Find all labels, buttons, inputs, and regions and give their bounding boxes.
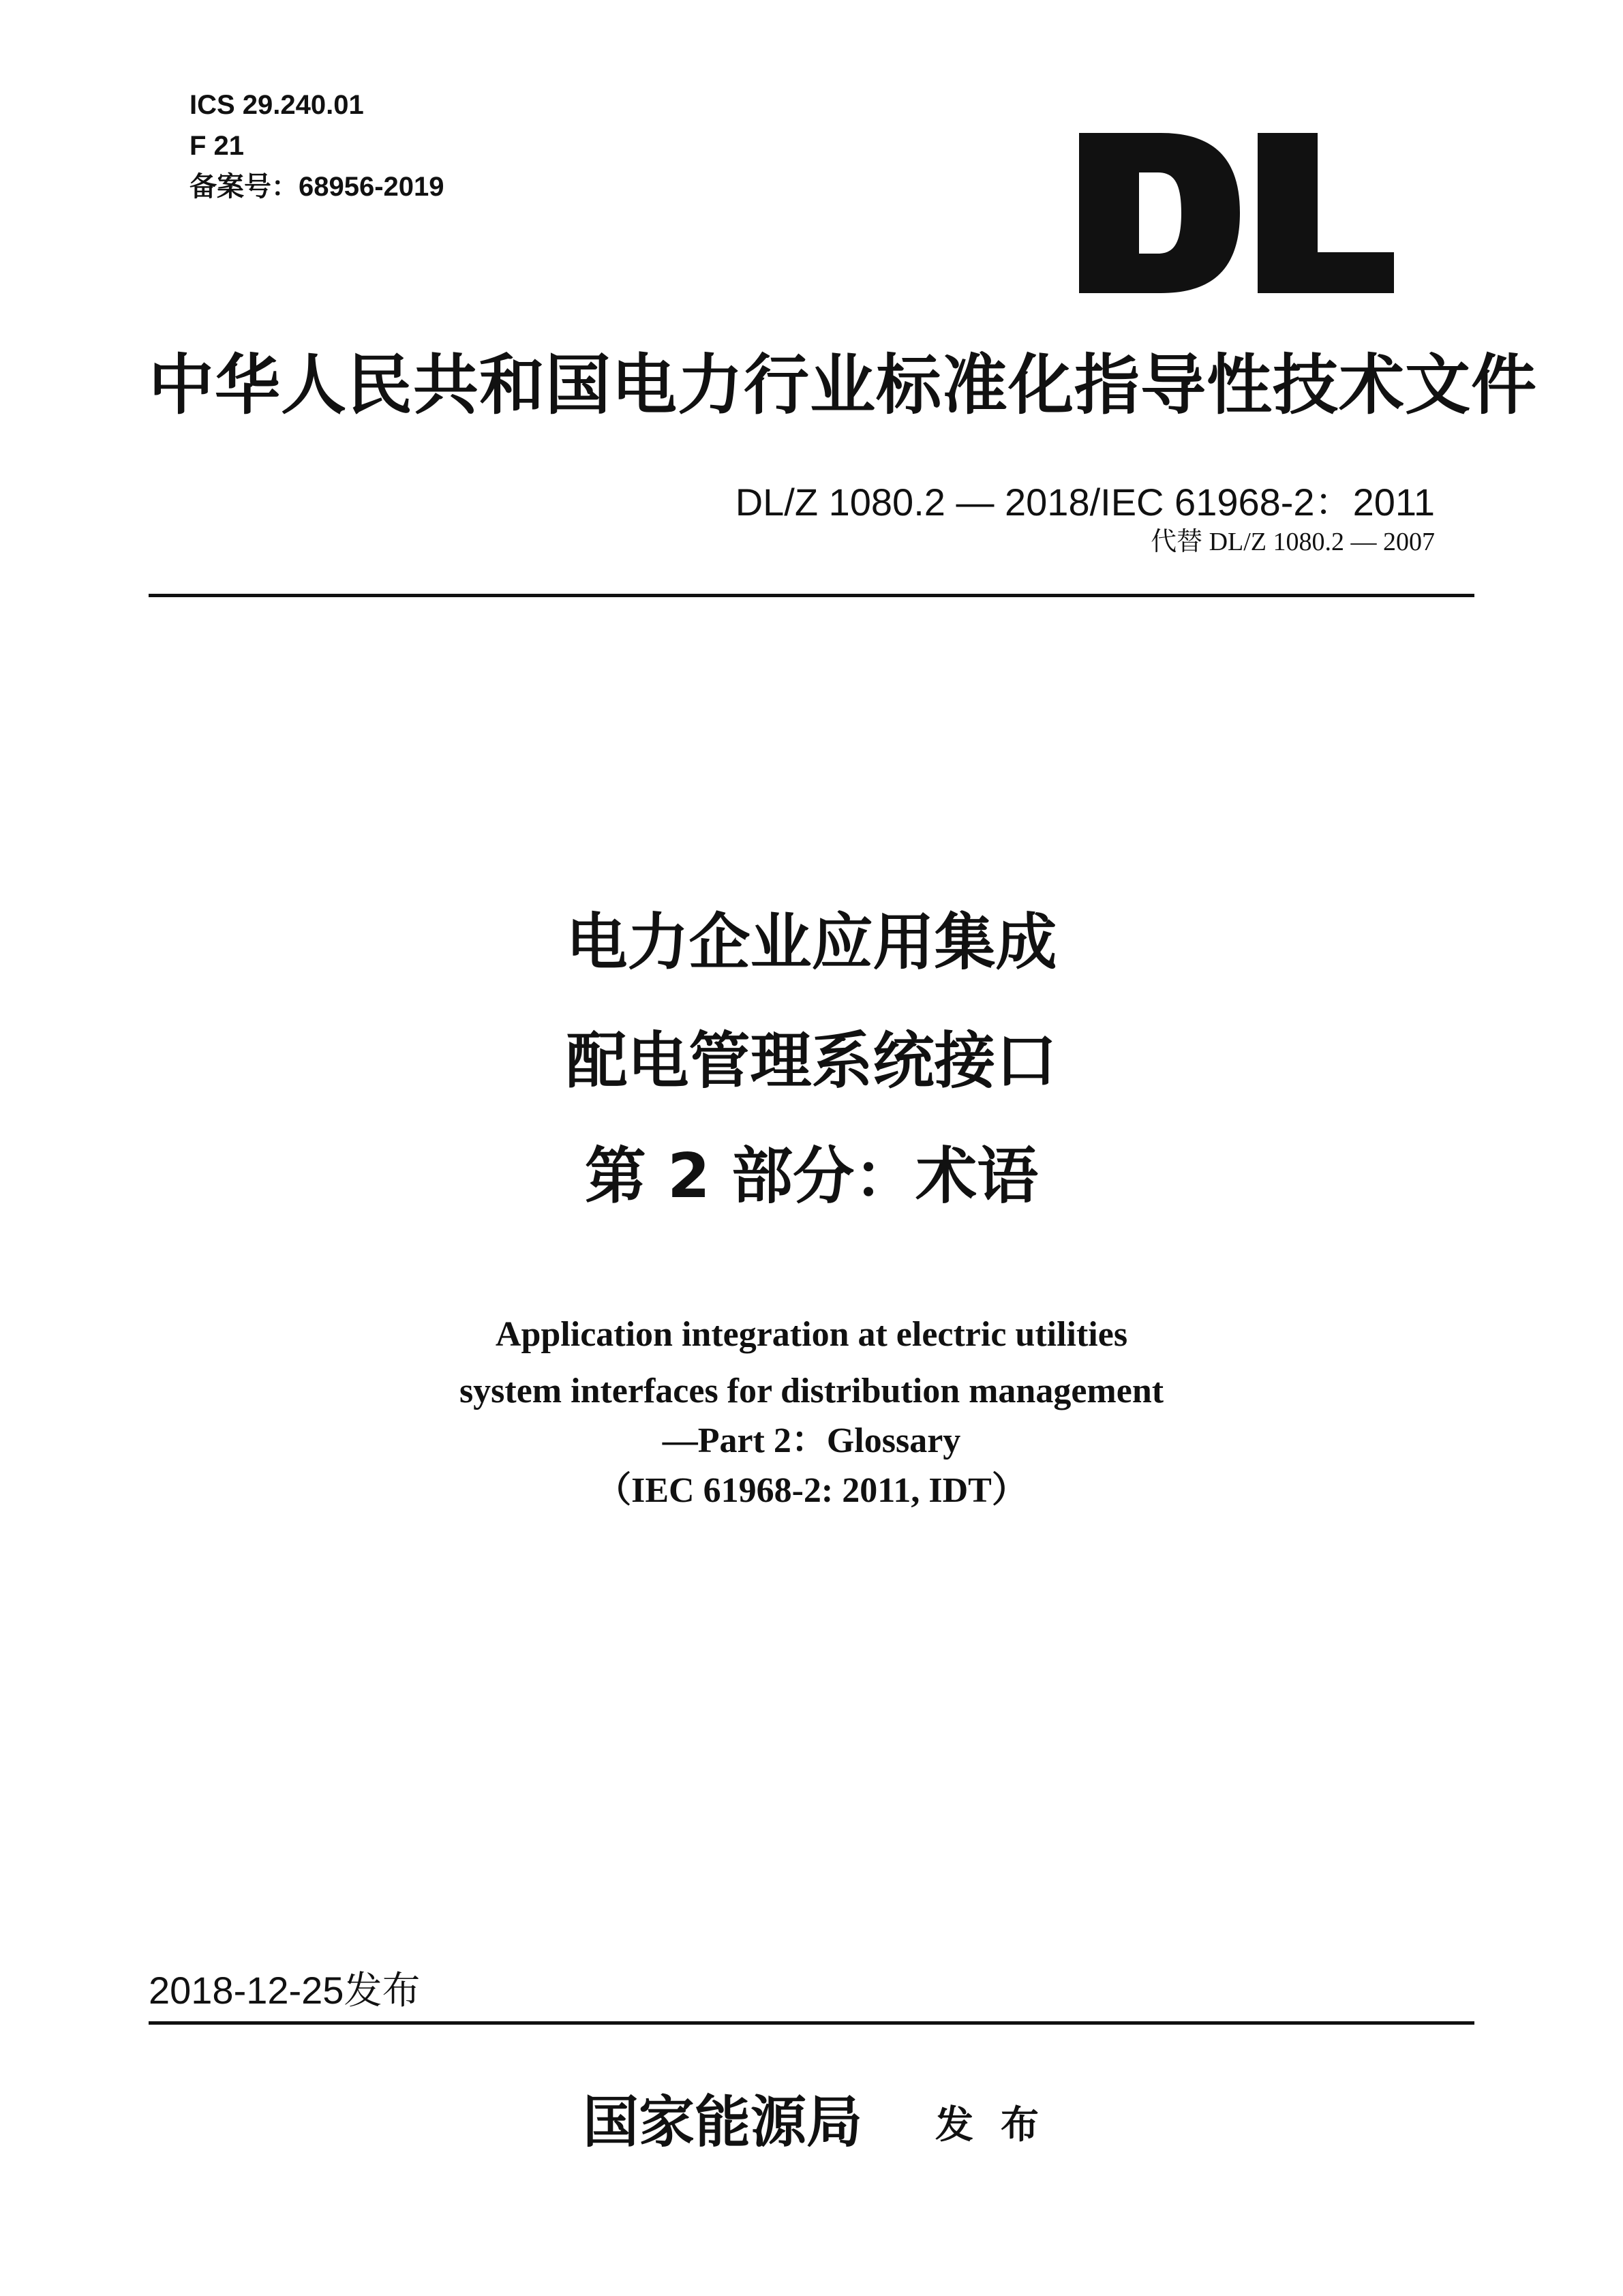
bottom-divider — [149, 2021, 1474, 2025]
replaces-standard: 代替 DL/Z 1080.2 — 2007 — [1151, 528, 1435, 556]
title-en-line-1: Application integration at electric utilities — [495, 1315, 1128, 1354]
ccs-code: F 21 — [189, 131, 245, 161]
title-cn-line-1: 电力企业应用集成 — [566, 907, 1057, 978]
filing-number: 备案号：68956-2019 — [189, 172, 444, 202]
title-en-line-3: —Part 2：Glossary — [662, 1421, 961, 1460]
title-cn-line-3: 第 2 部分：术语 — [584, 1141, 1039, 1212]
document-type-heading: 中华人民共和国电力行业标准化指导性技术文件 — [149, 347, 1537, 423]
title-en-line-4: （IEC 61968-2: 2011, IDT） — [596, 1471, 1027, 1510]
ics-code: ICS 29.240.01 — [189, 90, 364, 120]
issue-date: 2018-12-25发布 — [149, 1969, 421, 2012]
dl-logo — [1079, 133, 1394, 293]
publisher-name: 国家能源局 — [583, 2089, 863, 2155]
standard-number: DL/Z 1080.2 — 2018/IEC 61968-2：2011 — [735, 481, 1435, 524]
title-en-line-2: system interfaces for distribution management — [459, 1372, 1164, 1410]
dl-logo-graphic — [1079, 133, 1394, 293]
publish-label: 发布 — [935, 2103, 1066, 2147]
title-cn-line-2: 配电管理系统接口 — [566, 1025, 1057, 1097]
top-divider — [149, 594, 1474, 597]
